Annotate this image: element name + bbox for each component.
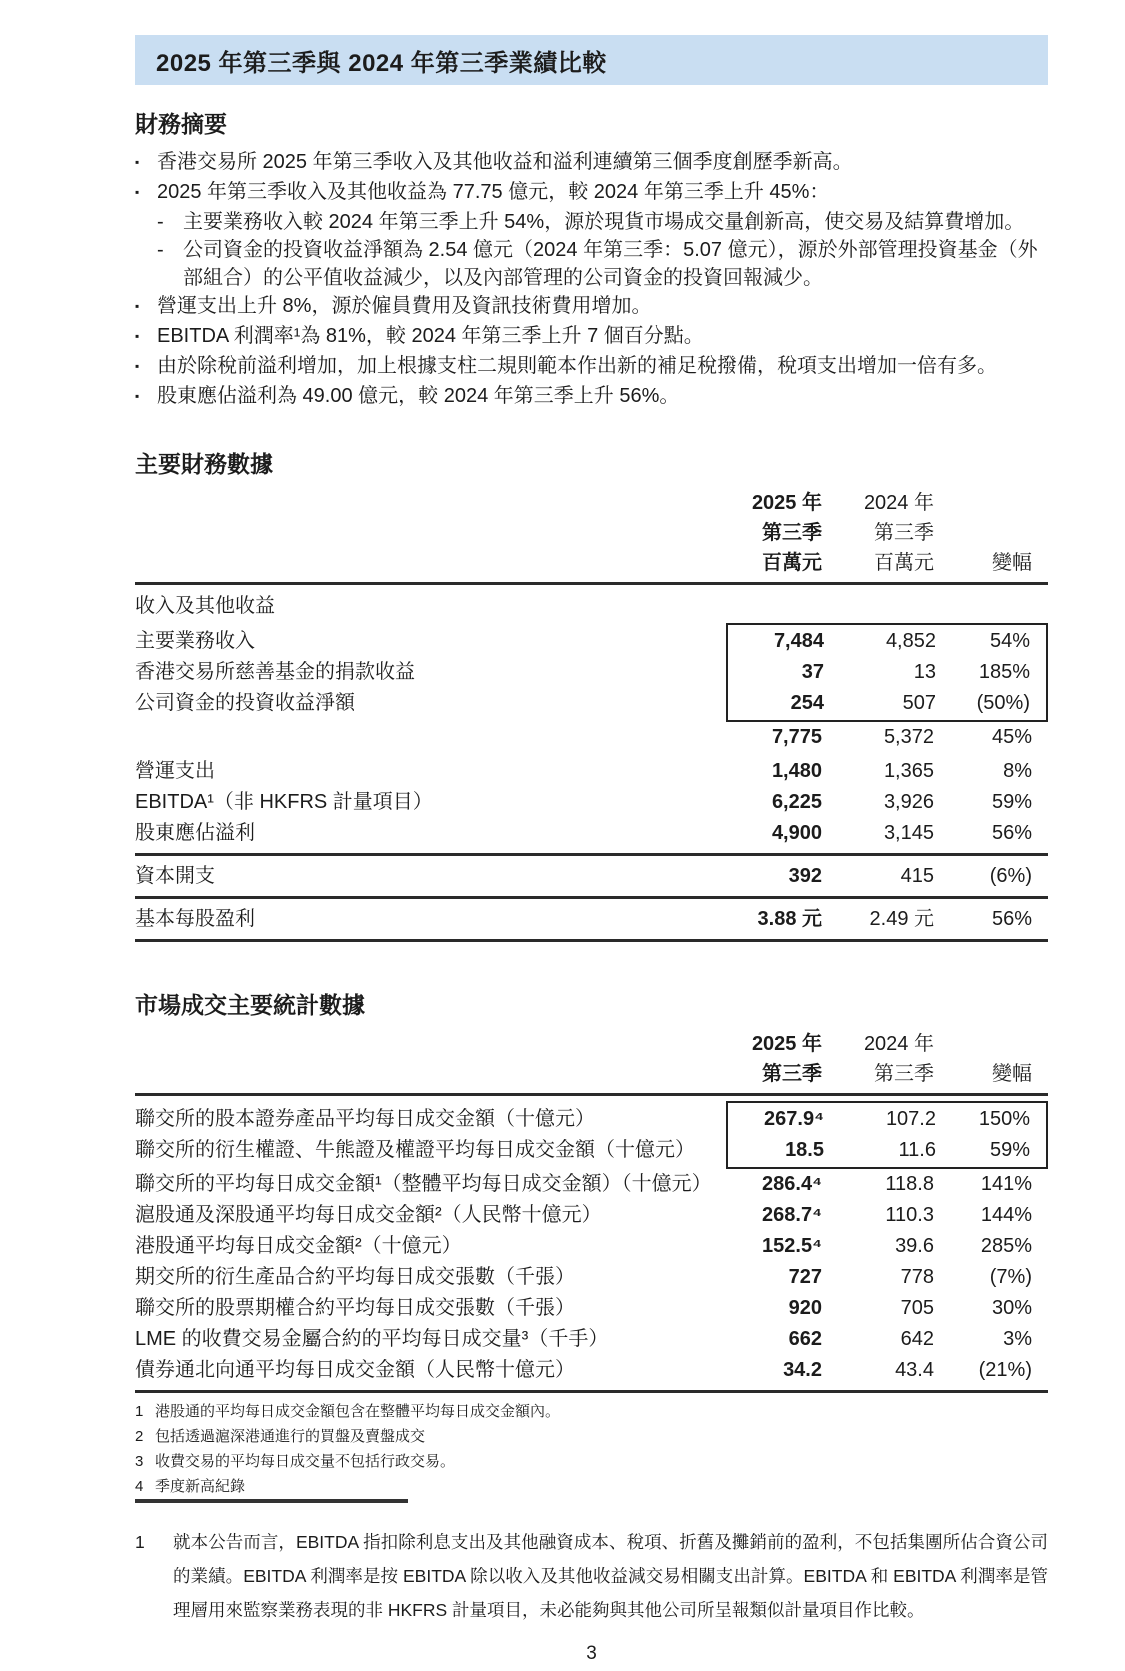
change-value: (50%) [976,692,1030,714]
note-item [135,1474,1048,1499]
row-label: LME 的收費交易金屬合約的平均每日成交量³（千手） [135,1328,609,1350]
bullet-item [135,322,1048,352]
value-2025: 268.7⁴ [762,1204,822,1226]
sub-bullet-item [157,208,1048,236]
note-item [135,1449,1048,1474]
value-2024: 4,852 [885,630,936,652]
bullet-text: 香港交易所 2025 年第三季收入及其他收益和溢利連續第三個季度創歷季新高。 [157,151,853,173]
change-value: 56% [991,908,1032,930]
row-label: 港股通平均每日成交金額²（十億元） [135,1235,462,1257]
note-item [135,1399,1048,1424]
value-2024: 778 [900,1266,934,1288]
change-value: 59% [991,791,1032,813]
change-value: 56% [991,822,1032,844]
financial-table [135,488,1048,947]
value-2025: 37 [801,661,824,683]
summary-heading: 財務摘要 [135,111,227,137]
change-value: 8% [1003,760,1032,782]
value-2024: 705 [900,1297,934,1319]
table-row [135,1355,1048,1386]
summary-bullet-list [135,148,1048,412]
note-number: 1 [135,1403,144,1420]
note-item [135,1424,1048,1449]
table-bottom-rule [135,1390,1048,1393]
change-value: 3% [1003,1328,1032,1350]
table-bottom-rule [135,939,1048,942]
footer-block [135,1499,1048,1671]
table-row [135,1324,1048,1355]
row-label: 聯交所的平均每日成交金額¹（整體平均每日成交金額）（十億元） [135,1173,712,1195]
row-label: 債券通北向通平均每日成交金額（人民幣十億元） [135,1359,575,1381]
note-number: 2 [135,1428,144,1445]
report-period-banner [135,35,1048,85]
row-values [726,818,1048,849]
value-2024: 2.49 元 [869,908,934,930]
bullet-square-icon [135,292,157,322]
value-2024: 110.3 [885,1204,934,1226]
table-row [135,1135,1048,1169]
row-values [726,1231,1048,1262]
bullet-square-icon [135,382,157,412]
table-row [135,1169,1048,1200]
value-2025: 662 [788,1328,822,1350]
table-row [135,1262,1048,1293]
change-value: 59% [989,1139,1030,1161]
value-2024: 13 [913,661,936,683]
note-text: 季度新高紀錄 [155,1478,246,1495]
value-2025: 727 [788,1266,822,1288]
row-label: 聯交所的股本證券產品平均每日成交金額（十億元） [135,1108,595,1130]
row-values [726,904,1048,935]
market-table-header [135,1029,1048,1089]
column-header-2024: 2024 年 第三季 百萬元 [863,492,934,574]
bullet-item [135,292,1048,322]
table-rule [135,853,1048,856]
sub-bullet-text: 主要業務收入較 2024 年第三季上升 54%，源於現貨市場成交量創新高，使交易及結算費增加。 [183,211,1025,233]
value-2025: 1,480 [771,760,822,782]
row-values [726,722,1048,753]
change-value: (7%) [989,1266,1032,1288]
change-value: 141% [980,1173,1032,1195]
note-number: 3 [135,1453,144,1470]
row-label: 股東應佔溢利 [135,822,255,844]
footnote-number: 1 [135,1532,145,1552]
market-table-notes [135,1399,1048,1499]
row-label: 公司資金的投資收益淨額 [135,692,355,714]
value-2024: 107.2 [885,1108,936,1130]
column-header-change: 變幅 [992,552,1032,574]
value-2024: 1,365 [883,760,934,782]
table-row [135,657,1048,688]
row-values [726,1324,1048,1355]
column-header-2025: 2025 年 第三季 [751,1033,822,1085]
value-2024: 39.6 [895,1235,934,1257]
table-row [135,818,1048,849]
value-2025: 18.5 [785,1139,824,1161]
bullet-text: 2025 年第三季收入及其他收益為 77.75 億元，較 2024 年第三季上升 45%： [157,181,830,203]
row-values [726,657,1048,688]
row-values [726,1200,1048,1231]
bullet-square-icon [135,322,157,352]
row-values [726,1262,1048,1293]
table-row [135,1293,1048,1324]
change-value: (6%) [989,865,1032,887]
sub-bullet-item [157,236,1048,292]
change-value: 285% [980,1235,1032,1257]
row-values [726,861,1048,892]
value-2024: 43.4 [895,1359,934,1381]
bullet-square-icon [135,178,157,208]
bullet-square-icon [135,148,157,178]
row-label: 香港交易所慈善基金的捐款收益 [135,661,415,683]
page-number: 3 [586,1643,597,1664]
market-table-heading: 市場成交主要統計數據 [135,992,365,1018]
financial-table-heading: 主要財務數據 [135,451,273,477]
note-text: 包括透過滬深港通進行的買盤及賣盤成交 [155,1428,426,1445]
change-value: 30% [991,1297,1032,1319]
row-label: 聯交所的股票期權合約平均每日成交張數（千張） [135,1297,575,1319]
table-row [135,756,1048,787]
value-2024: 3,926 [883,791,934,813]
sub-bullet-list [157,208,1048,292]
value-2024: 415 [900,865,934,887]
row-values [726,688,1048,722]
row-label: 期交所的衍生產品合約平均每日成交張數（千張） [135,1266,575,1288]
value-2024: 5,372 [883,726,934,748]
value-2024: 3,145 [883,822,934,844]
dash-icon [157,236,183,292]
row-label: 滬股通及深股通平均每日成交金額²（人民幣十億元） [135,1204,602,1226]
value-2025: 920 [788,1297,822,1319]
value-2025: 254 [790,692,824,714]
table-row [135,904,1048,935]
column-header-2024: 2024 年 第三季 [863,1033,934,1085]
bullet-square-icon [135,352,157,382]
row-values [726,1169,1048,1200]
row-values [726,1293,1048,1324]
column-header-change: 變幅 [992,1063,1032,1085]
value-2025: 34.2 [783,1359,822,1381]
row-label: 營運支出 [135,760,215,782]
table-row [135,1200,1048,1231]
row-values [726,623,1048,657]
dash-icon [157,208,183,236]
bullet-item [135,352,1048,382]
table-row-subtotal [135,722,1048,753]
table-row [135,1101,1048,1135]
bullet-item [135,178,1048,208]
sub-bullet-text: 公司資金的投資收益淨額為 2.54 億元（2024 年第三季：5.07 億元），源於外部管理投資基金（外部組合）的公平值收益減少，以及內部管理的公司資金的投資回報減少。 [183,239,1038,289]
value-2024: 642 [900,1328,934,1350]
row-label: 基本每股盈利 [135,908,255,930]
bullet-text: EBITDA 利潤率¹為 81%，較 2024 年第三季上升 7 個百分點。 [157,325,704,347]
table-row [135,623,1048,657]
footnote [135,1525,1048,1627]
row-label: 資本開支 [135,865,215,887]
bullet-item [135,382,1048,412]
table-section-label: 收入及其他收益 [135,595,275,617]
value-2025: 7,484 [773,630,824,652]
change-value: 45% [991,726,1032,748]
table-row [135,1231,1048,1262]
bullet-text: 股東應佔溢利為 49.00 億元，較 2024 年第三季上升 56%。 [157,385,680,407]
row-values [726,1135,1048,1169]
change-value: 54% [989,630,1030,652]
value-2025: 7,775 [771,726,822,748]
financial-table-header [135,488,1048,578]
value-2025: 152.5⁴ [762,1235,822,1257]
table-row [135,688,1048,722]
note-number: 4 [135,1478,144,1495]
note-text: 收費交易的平均每日成交量不包括行政交易。 [155,1453,456,1470]
bullet-text: 營運支出上升 8%，源於僱員費用及資訊技術費用增加。 [157,295,652,317]
value-2025: 392 [788,865,822,887]
row-label: 聯交所的衍生權證、牛熊證及權證平均每日成交金額（十億元） [135,1139,695,1161]
note-text: 港股通的平均每日成交金額包含在整體平均每日成交金額內。 [155,1403,561,1420]
change-value: 144% [980,1204,1032,1226]
row-values [726,787,1048,818]
footnote-divider [135,1499,408,1503]
table-row [135,861,1048,892]
change-value: (21%) [978,1359,1032,1381]
value-2025: 6,225 [771,791,822,813]
table-header-rule [135,1093,1048,1096]
value-2024: 118.8 [885,1173,934,1195]
value-2025: 267.9⁴ [764,1108,824,1130]
banner-title: 2025 年第三季與 2024 年第三季業績比較 [156,49,607,77]
bullet-item [135,148,1048,178]
row-values [726,1355,1048,1386]
table-row [135,787,1048,818]
change-value: 150% [978,1108,1030,1130]
value-2024: 507 [902,692,936,714]
value-2025: 3.88 元 [757,908,822,930]
footnote-text: 就本公告而言，EBITDA 指扣除利息支出及其他融資成本、稅項、折舊及攤銷前的盈利，不包括集團所佔合資公司的業績。EBITDA 利潤率是按 EBITDA 除以收入及其他收益減交易相關支出計算。EBITDA 和 EBITDA 利潤率是管理層用來監察業務表現的非 HKFRS 計量項目，未必能夠與其他公司所呈報類似計量項目作比較。 [173,1532,1048,1620]
change-value: 185% [978,661,1030,683]
table-header-rule [135,582,1048,585]
value-2025: 286.4⁴ [762,1173,822,1195]
row-label: EBITDA¹（非 HKFRS 計量項目） [135,791,433,813]
row-values [726,1101,1048,1135]
row-label: 主要業務收入 [135,630,255,652]
market-table [135,1029,1048,1499]
value-2025: 4,900 [771,822,822,844]
bullet-text: 由於除稅前溢利增加，加上根據支柱二規則範本作出新的補足稅撥備，稅項支出增加一倍有多。 [157,355,997,377]
column-header-2025: 2025 年 第三季 百萬元 [751,492,822,574]
row-values [726,756,1048,787]
table-rule [135,896,1048,899]
value-2024: 11.6 [898,1139,936,1161]
